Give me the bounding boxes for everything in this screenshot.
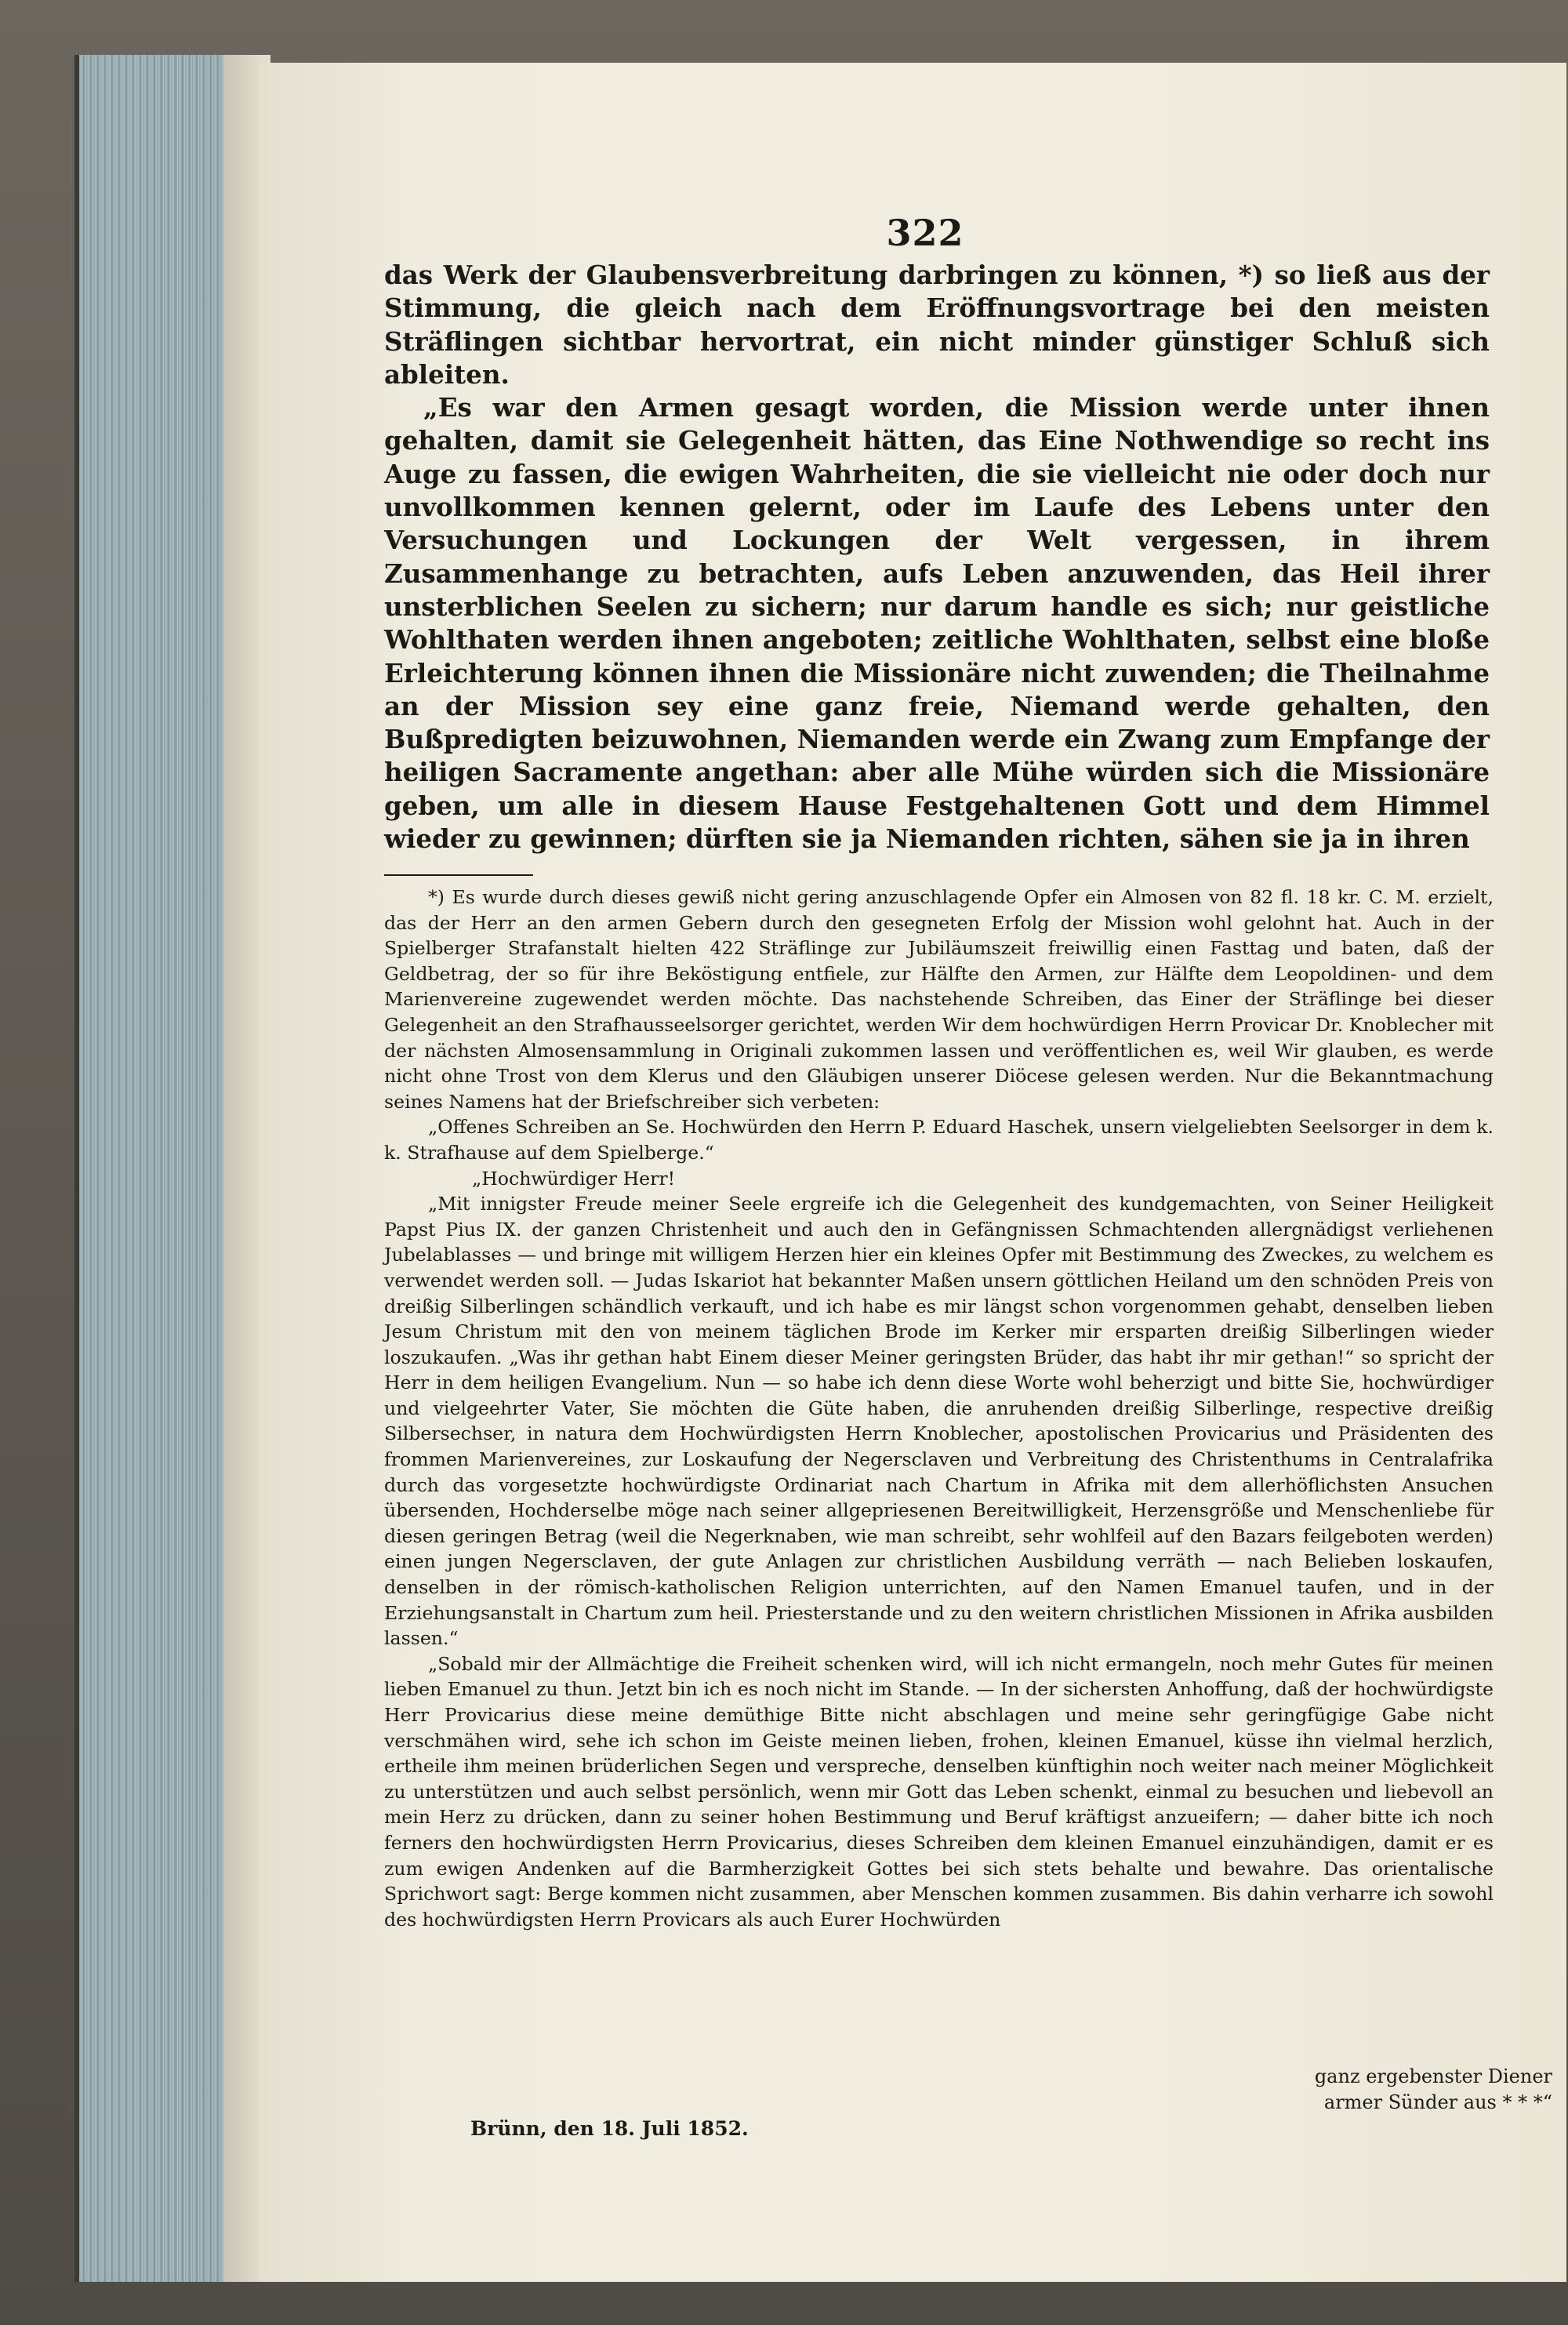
main-paragraph-2: „Es war den Armen gesagt worden, die Mission werde unter ihnen gehalten, damit sie Gelegenheit hätten, das Eine Nothwendige so recht ins Auge zu fassen, die ewigen Wahrheiten, die sie vielleicht nie oder doch nur unvollkommen kennen gelernt, oder im Laufe des Lebens unter den Versuchungen und Lockungen der Welt vergessen, in ihrem Zusammenhange zu betrachten, aufs Leben anzuwenden, das Heil ihrer unsterblichen Seelen zu sichern; nur darum handle es sich; nur geistliche Wohlthaten werden ihnen angeboten; zeitliche Wohlthaten, selbst eine bloße Erleichterung können ihnen die Missionäre nicht zuwenden; die Theilnahme an der Mission sey eine ganz freie, Niemand werde gehalten, den Bußpredigten beizuwohnen, Niemanden werde ein Zwang zum Empfange der heiligen Sacramente angethan: aber alle Mühe würden sich die Missionäre geben, um alle in diesem Hause Festgehaltenen Gott und dem Himmel wieder zu gewinnen; dürften sie ja Niemanden richten, sähen sie ja in ihren bbox=[384, 392, 1490, 855]
footnote-separator bbox=[384, 874, 533, 876]
letter-closing-line-1: ganz ergebenster Diener bbox=[1314, 2065, 1552, 2087]
letter-greeting: „Hochwürdiger Herr! bbox=[472, 1167, 676, 1190]
letter-address: „Offenes Schreiben an Se. Hochwürden den Herrn P. Eduard Haschek, unsern vielgeliebten Seelsorger in dem k. k. Strafhause auf dem Spielberge.“ bbox=[384, 1116, 1494, 1164]
letter-closing bbox=[1254, 2064, 1552, 2115]
letter-dateline: Brünn, den 18. Juli 1852. bbox=[470, 2117, 749, 2140]
letter-paragraph-1: „Mit innigster Freude meiner Seele ergreife ich die Gelegenheit des kundgemachten, von Seiner Heiligkeit Papst Pius IX. der ganzen Christenheit und auch den in Gefängnissen Schmachtenden allergnädigst verliehenen Jubelablasses — und bringe mit willigem Herzen hier ein kleines Opfer mit Bestimmung des Zweckes, zu welchem es verwendet werden soll. — Judas Iskariot hat bekannter Maßen unsern göttlichen Heiland um den schnöden Preis von dreißig Silberlingen schändlich verkauft, und ich habe es mir längst schon vorgenommen gehabt, denselben lieben Jesum Christum mit den von meinem täglichen Brode im Kerker mir ersparten dreißig Silberlingen wieder loszukaufen. „Was ihr gethan habt Einem dieser Meiner geringsten Brüder, das habt ihr mir gethan!“ so spricht der Herr in dem heiligen Evangelium. Nun — so habe ich denn diese Worte wohl beherzigt und bitte Sie, hochwürdiger und vielgeehrter Vater, Sie möchten die Güte haben, die anruhenden dreißig Silberlinge, respective dreißig Silbersechser, in natura dem Hochwürdigsten Herrn Knoblecher, apostolischen Provicarius und Präsidenten des frommen Marienvereines, zur Loskaufung der Negersclaven und Verbreitung des Christenthums in Centralafrika durch das vorgesetzte hochwürdigste Ordinariat nach Chartum in Afrika mit dem allerhöflichsten Ansuchen übersenden, Hochderselbe möge nach seiner allgepriesenen Bereitwilligkeit, Herzensgröße und Menschenliebe für diesen geringen Betrag (weil die Negerknaben, wie man schreibt, sehr wohlfeil auf den Bazars feilgeboten werden) einen jungen Negersclaven, der gute Anlagen zur christlichen Ausbildung verräth — nach Belieben loskaufen, denselben in der römisch-katholischen Religion unterrichten, auf den Namen Emanuel taufen, und in der Erziehungsanstalt in Chartum zum heil. Priesterstande und zu den weitern christlichen Missionen in Afrika ausbilden lassen.“ bbox=[384, 1193, 1494, 1650]
main-text-block bbox=[384, 259, 1490, 856]
letter-paragraph-2: „Sobald mir der Allmächtige die Freiheit schenken wird, will ich nicht ermangeln, noch mehr Gutes für meinen lieben Emanuel zu thun. Jetzt bin ich es noch nicht im Stande. — In der sichersten Anhoffung, daß der hochwürdigste Herr Provicarius diese meine demüthige Bitte nicht abschlagen und meine sehr geringfügige Gabe nicht verschmähen wird, sehe ich schon im Geiste meinen lieben, frohen, kleinen Emanuel, küsse ihn vielmal herzlich, ertheile ihm meinen brüderlichen Segen und verspreche, denselben künftighin noch weiter nach meiner Möglichkeit zu unterstützen und auch selbst persönlich, wenn mir Gott das Leben schenkt, einmal zu besuchen und liebevoll an mein Herz zu drücken, dann zu seiner hohen Bestimmung und Beruf kräftigst anzueifern; — daher bitte ich noch ferners den hochwürdigsten Herrn Provicarius, dieses Schreiben dem kleinen Emanuel einzuhändigen, damit er es zum ewigen Andenken auf die Barmherzigkeit Gottes bei sich stets behalte und bewahre. Das orientalische Sprichwort sagt: Berge kommen nicht zusammen, aber Menschen kommen zusammen. Bis dahin verharre ich sowohl des hochwürdigsten Herrn Provicars als auch Eurer Hochwürden bbox=[384, 1652, 1494, 1931]
footnote-intro: *) Es wurde durch dieses gewiß nicht gering anzuschlagende Opfer ein Almosen von 82 fl. 18 kr. C. M. erzielt, das der Herr an den armen Gebern durch den gesegneten Erfolg der Mission wohl gelohnt hat. Auch in der Spielberger Strafanstalt hielten 422 Sträflinge zur Jubiläumszeit freiwillig einen Fasttag und baten, daß der Geldbetrag, der so für ihre Beköstigung entfiele, zur Hälfte den Armen, zur Hälfte dem Leopoldinen- und dem Marienvereine zugewendet werden möchte. Das nachstehende Schreiben, das Einer der Sträflinge bei dieser Gelegenheit an den Strafhausseelsorger gerichtet, werden Wir dem hochwürdigen Herrn Provicar Dr. Knoblecher mit der nächsten Almosensammlung in Originali zukommen lassen und veröffentlichen es, weil Wir glauben, es werde nicht ohne Trost von dem Klerus und den Gläubigen unserer Diöcese gelesen werden. Nur die Bekanntmachung seines Namens hat der Briefschreiber sich verbeten: bbox=[384, 886, 1494, 1113]
book-page bbox=[259, 63, 1566, 2282]
main-paragraph-1: das Werk der Glaubensverbreitung darbringen zu können, *) so ließ aus der Stimmung, die gleich nach dem Eröffnungsvortrage bei den meisten Sträflingen sichtbar hervortrat, ein nicht minder günstiger Schluß sich ableiten. bbox=[384, 260, 1490, 390]
letter-signature: armer Sünder aus * * *“ bbox=[1323, 2091, 1552, 2113]
footnote-block bbox=[384, 885, 1494, 1932]
page-number: 322 bbox=[886, 212, 964, 254]
